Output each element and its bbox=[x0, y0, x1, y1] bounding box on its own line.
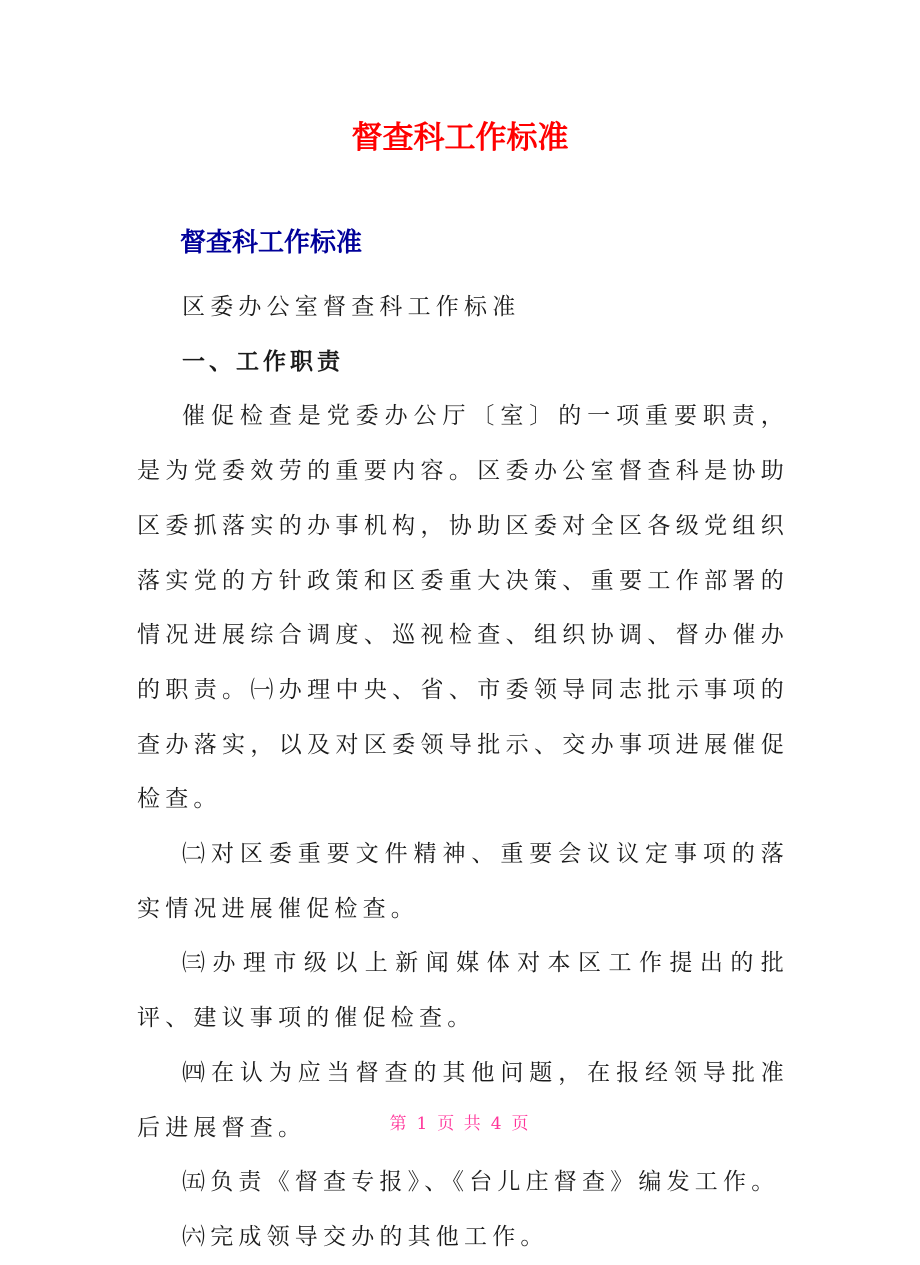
document-title: 督查科工作标准 bbox=[351, 120, 569, 156]
paragraph: ㈤负责《督查专报》、《台儿庄督查》编发工作。 bbox=[182, 1169, 780, 1196]
paragraph: 催促检查是党委办公厅〔室〕的一项重要职责，是为党委效劳的重要内容。区委办公室督查科是协助区委抓落实的办事机构，协助区委对全区各级党组织落实党的方针政策和区委重大决策、重要工作部署的情况进展综合调度、巡视检查、组织协调、督办催办的职责。㈠办理中央、省、市委领导同志批示事项的查办落实，以及对区委领导批示、交办事项进展催促检查。 bbox=[137, 403, 789, 813]
section-heading: 一、工作职责 bbox=[182, 348, 344, 375]
paragraph: ㈢办理市级以上新闻媒体对本区工作提出的批评、建议事项的催促检查。 bbox=[137, 950, 789, 1032]
paragraph: ㈣在认为应当督查的其他问题，在报经领导批准后进展督查。 bbox=[137, 1059, 789, 1141]
page-label-prefix: 第 bbox=[389, 1114, 409, 1134]
page-footer bbox=[0, 1112, 920, 1136]
total-pages-number: 4 bbox=[490, 1114, 504, 1134]
paragraph: ㈥完成领导交办的其他工作。 bbox=[182, 1223, 549, 1250]
page-label-mid: 页 共 bbox=[437, 1114, 483, 1134]
paragraph: ㈡对区委重要文件精神、重要会议议定事项的落实情况进展催促检查。 bbox=[137, 841, 789, 922]
intro-line: 区委办公室督查科工作标准 bbox=[182, 294, 521, 320]
page-label-suffix: 页 bbox=[511, 1114, 531, 1134]
document-subtitle: 督查科工作标准 bbox=[180, 228, 363, 258]
current-page-number: 1 bbox=[416, 1114, 430, 1134]
